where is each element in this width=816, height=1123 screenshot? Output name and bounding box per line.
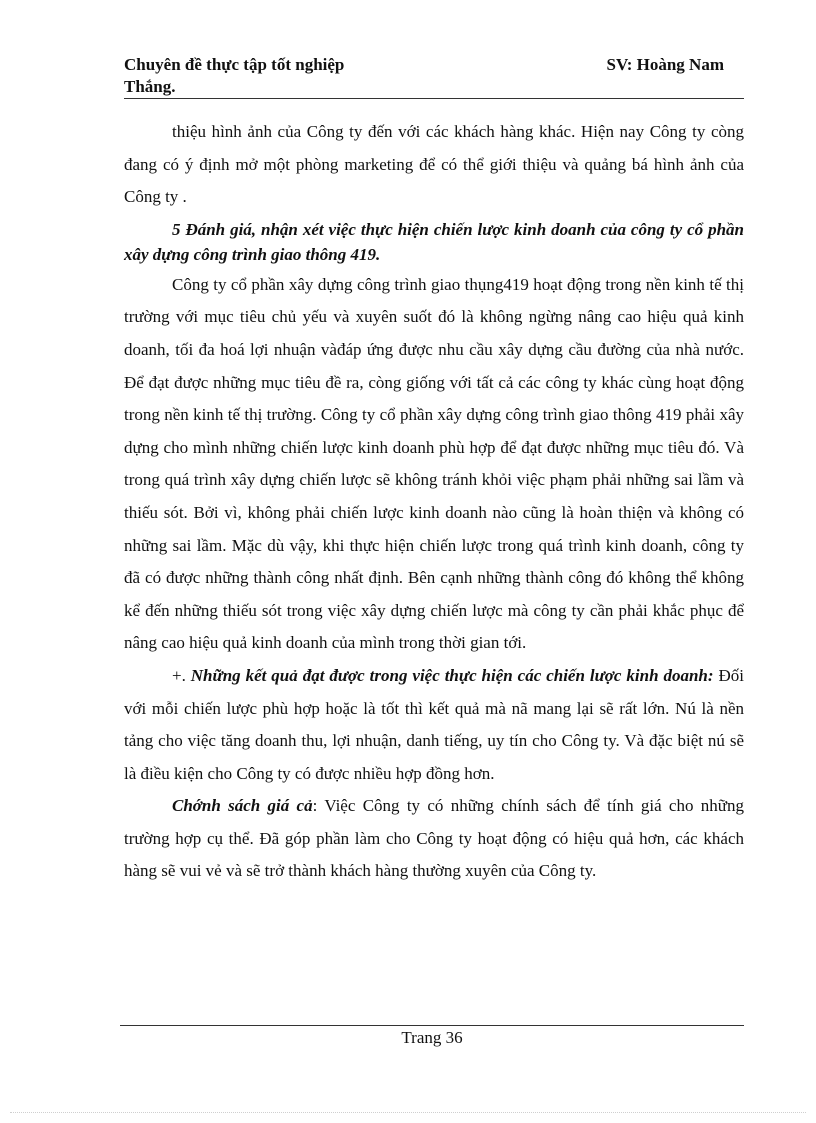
paragraph-overview: Công ty cổ phần xây dựng công trình giao thụng419 hoạt động trong nền kinh tế thị trường với mục tiêu chủ yếu và xuyên suốt đó là không ngừng nâng cao hiệu quả kinh doanh, tối đa hoá lợi nhuận vàđáp ứng được nhu cầu xây dựng cầu đường của nhà nước. Để đạt được những mục tiêu đề ra, còng giống với tất cả các công ty khác cùng hoạt động trong nền kinh tế thị trường. Công ty cổ phần xây dựng công trình giao thông 419 phải xây dựng cho mình những chiến lược kinh doanh phù hợp để đạt được những mục tiêu đó. Và trong quá trình xây dựng chiến lược sẽ không tránh khỏi việc phạm phải những sai lầm và thiếu sót. Bởi vì, không phải chiến lược kinh doanh nào cũng là hoàn thiện và không có những sai lầm. Mặc dù vậy, khi thực hiện chiến lược trong quá trình kinh doanh, công ty đã có được những thành công nhất định. Bên cạnh những thành công đó không thể không kể đến những thiếu sót trong việc xây dựng chiến lược mà công ty cần phải khắc phục để nâng cao hiệu quả kinh doanh của mình trong thời gian tới. bbox=[124, 274, 744, 653]
results-prefix: +. bbox=[172, 665, 191, 685]
results-emphasis: Những kết quả đạt được trong việc thực hiện các chiến lược kinh doanh: bbox=[190, 665, 714, 685]
results-text: Đối với mỗi chiến lược phù hợp hoặc là tốt thì kết quả mà nã mang lại sẽ rất lớn. Nú là nền tảng cho việc tăng doanh thu, lợi nhuận, danh tiếng, uy tín cho Công ty. Và đặc biệt nú sẽ là điều kiện cho Công ty có được nhiều hợp đồng hơn. bbox=[124, 665, 744, 783]
footer-divider bbox=[120, 1025, 744, 1026]
header-title: Chuyên đề thực tập tốt nghiệp bbox=[124, 55, 345, 74]
paragraph-intro: thiệu hình ảnh của Công ty đến với các khách hàng khác. Hiện nay Công ty còng đang có ý định mở một phòng marketing để có thể giới thiệu và quảng bá hình ảnh của Công ty . bbox=[124, 122, 744, 207]
paragraph-pricing bbox=[124, 790, 744, 888]
header-student-name: SV: Hoàng Nam bbox=[606, 55, 724, 74]
paragraph-results bbox=[124, 660, 744, 790]
section-heading: 5 Đánh giá, nhận xét việc thực hiện chiến lược kinh doanh của công ty cổ phần xây dựng công trình giao thông 419. bbox=[124, 219, 744, 264]
header-title-continuation: Thắng. bbox=[124, 77, 176, 96]
pricing-text: : Việc Công ty có những chính sách để tính giá cho những trường hợp cụ thể. Đã góp phần làm cho Công ty hoạt động có hiệu quả hơn, các khách hàng sẽ vui vẻ và sẽ trở thành khách hàng thường xuyên của Công ty. bbox=[124, 796, 744, 881]
page-bottom-border bbox=[10, 1112, 806, 1113]
page-number: Trang 36 bbox=[401, 1028, 463, 1047]
pricing-emphasis: Chớnh sách giá cả bbox=[172, 796, 313, 816]
document-body bbox=[124, 116, 744, 888]
page-header bbox=[124, 54, 744, 98]
header-divider bbox=[124, 98, 744, 99]
